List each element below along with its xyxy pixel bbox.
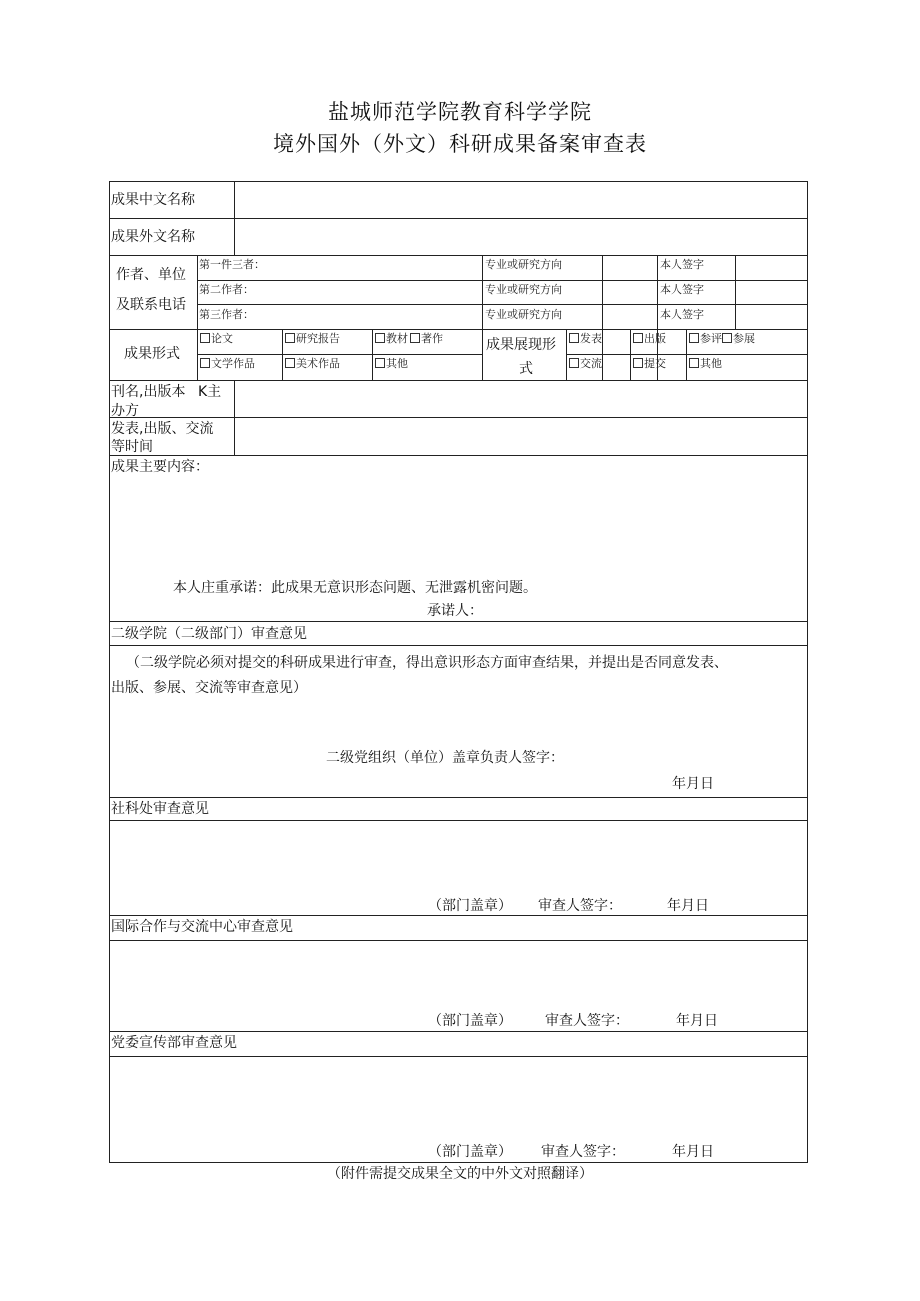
checkbox-paper[interactable]: 论文 (200, 332, 233, 345)
checkbox-other-display[interactable]: 其他 (689, 357, 722, 370)
checkbox-icon (689, 358, 699, 368)
sign-label-2: 本人签字 (660, 283, 704, 296)
pub-time-label-line2: 等时间 (111, 439, 153, 455)
intl-date: 年月日 (676, 1013, 718, 1029)
second-author-sign-field[interactable] (737, 282, 806, 303)
college-review-field[interactable] (111, 700, 806, 740)
journal-field[interactable] (236, 382, 806, 416)
propaganda-review-title: 党委宣传部审查意见 (111, 1035, 237, 1051)
checkbox-other-form[interactable]: 其他 (375, 357, 408, 370)
college-review-note-line1: （二级学院必须对提交的科研成果进行审查，得出意识形态方面审查结果，并提出是否同意发表、 (126, 655, 728, 671)
page-subtitle: 境外国外（外文）科研成果备案审查表 (273, 132, 647, 156)
checkbox-exhibit[interactable]: 参展 (722, 332, 755, 345)
first-author-label: 第一件三者： (199, 258, 265, 271)
author-label-line2: 及联系电话 (116, 297, 186, 313)
checkbox-textbook[interactable]: 教材 (375, 332, 408, 345)
checkbox-icon (569, 333, 579, 343)
form-label: 成果形式 (124, 346, 180, 362)
cn-name-label: 成果中文名称 (111, 192, 195, 208)
social-science-seal: （部门盖章） (428, 898, 512, 914)
intl-seal: （部门盖章） (428, 1013, 512, 1029)
checkbox-icon (285, 333, 295, 343)
major-label-2: 专业或研究方向 (485, 283, 562, 296)
first-author-sign-field[interactable] (737, 257, 806, 279)
college-sign-label: 二级党组织（单位）盖章负责人签字： (326, 750, 564, 766)
checkbox-icon (410, 333, 420, 343)
third-author-label: 第三作者： (199, 308, 254, 321)
display-label-line2: 式 (519, 361, 533, 377)
college-review-note-line2: 出版、参展、交流等审查意见） (111, 680, 307, 696)
checkbox-icon (375, 333, 385, 343)
major-label-1: 专业或研究方向 (485, 258, 562, 271)
journal-label-k: K主 (198, 384, 222, 400)
checkbox-icon (689, 333, 699, 343)
checkbox-review[interactable]: 参评 (689, 332, 722, 345)
cn-name-field[interactable] (236, 183, 806, 217)
foreign-name-label: 成果外文名称 (111, 229, 195, 245)
intl-review-title: 国际合作与交流中心审查意见 (111, 919, 293, 935)
page-title: 盐城师范学院教育科学学院 (328, 100, 592, 124)
major-label-3: 专业或研究方向 (485, 308, 562, 321)
checkbox-literary[interactable]: 文学作品 (200, 357, 255, 370)
checkbox-icon (633, 358, 643, 368)
checkbox-exchange[interactable]: 交流 (569, 357, 602, 370)
checkbox-icon (633, 333, 643, 343)
main-content-field[interactable] (111, 480, 806, 575)
checkbox-publish[interactable]: 发表 (569, 332, 602, 345)
author-label-line1: 作者、单位 (116, 267, 186, 283)
propaganda-seal: （部门盖章） (428, 1144, 512, 1160)
second-author-major-field[interactable] (604, 282, 656, 303)
display-label-line1: 成果展现形 (486, 337, 556, 353)
sign-label-3: 本人签字 (660, 308, 704, 321)
checkbox-icon (569, 358, 579, 368)
checkbox-press[interactable]: 出版 (633, 332, 666, 345)
pledger-label: 承诺人： (427, 603, 483, 619)
propaganda-review-field[interactable] (111, 1058, 806, 1138)
pub-time-field[interactable] (236, 419, 806, 454)
sign-label-1: 本人签字 (660, 258, 704, 271)
first-author-major-field[interactable] (604, 257, 656, 279)
intl-review-field[interactable] (111, 942, 806, 1007)
checkbox-icon (375, 358, 385, 368)
main-content-label: 成果主要内容： (111, 459, 209, 475)
journal-label-line2: 办方 (111, 403, 139, 419)
footer-note: （附件需提交成果全文的中外文对照翻译） (327, 1166, 593, 1182)
checkbox-submit[interactable]: 提交 (633, 357, 666, 370)
social-science-reviewer: 审查人签字： (538, 898, 622, 914)
second-author-label: 第二作者： (199, 283, 254, 296)
foreign-name-field[interactable] (236, 220, 806, 254)
pledge-text: 本人庄重承诺：此成果无意识形态问题、无泄露机密问题。 (173, 580, 537, 596)
checkbox-icon (200, 333, 210, 343)
propaganda-reviewer: 审查人签字： (541, 1144, 625, 1160)
social-science-review-title: 社科处审查意见 (111, 801, 209, 817)
college-date: 年月日 (672, 776, 714, 792)
social-science-date: 年月日 (667, 898, 709, 914)
checkbox-monograph[interactable]: 著作 (410, 332, 443, 345)
checkbox-art[interactable]: 美术作品 (285, 357, 340, 370)
propaganda-date: 年月日 (672, 1144, 714, 1160)
college-review-title: 二级学院（二级部门）审查意见 (111, 626, 307, 642)
pub-time-label-line1: 发表,出版、交流 (111, 421, 214, 437)
checkbox-icon (285, 358, 295, 368)
third-author-major-field[interactable] (604, 306, 656, 328)
checkbox-report[interactable]: 研究报告 (285, 332, 340, 345)
checkbox-icon (722, 333, 732, 343)
journal-label-line1: 刊名,出版本 (111, 384, 186, 400)
checkbox-icon (200, 358, 210, 368)
intl-reviewer: 审查人签字： (545, 1013, 629, 1029)
social-science-review-field[interactable] (111, 822, 806, 892)
